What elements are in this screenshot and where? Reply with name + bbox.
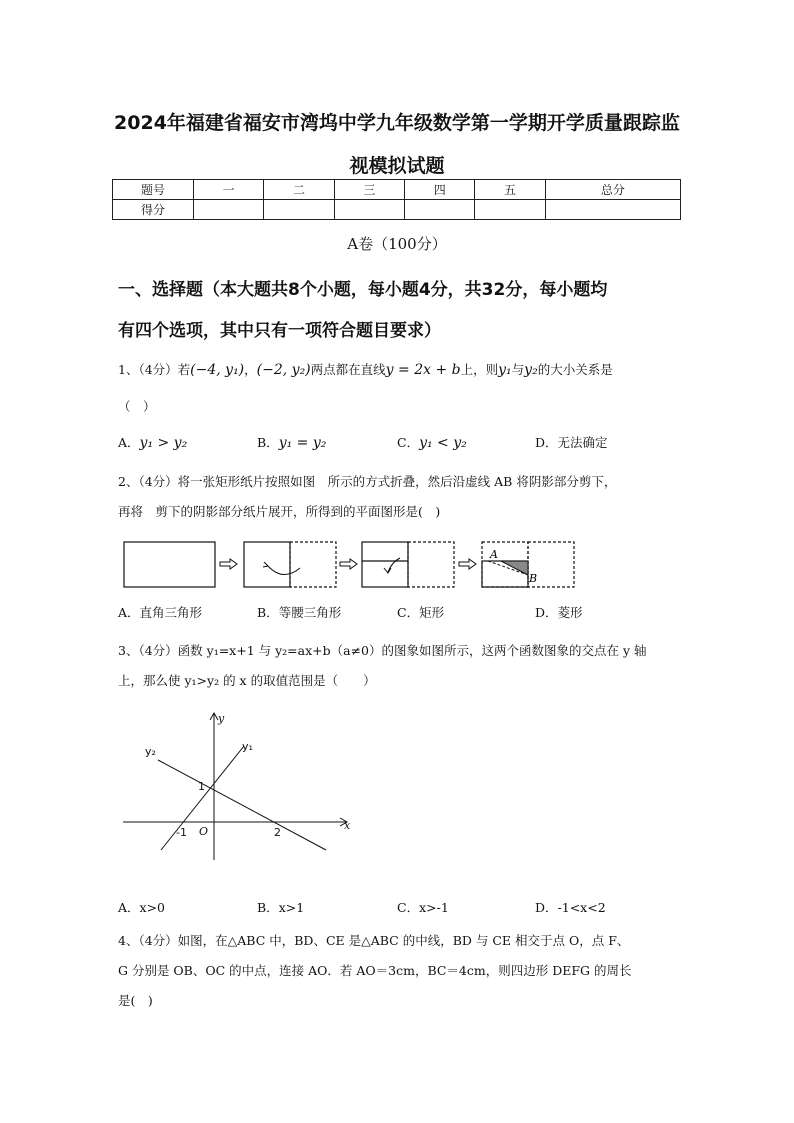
question-1 <box>118 360 613 378</box>
shaded-triangle <box>501 561 528 575</box>
fold-step1-right <box>290 542 336 587</box>
score-table-score-row <box>113 200 681 220</box>
option-label: A． <box>118 435 140 450</box>
option-text: 直角三角形 <box>139 605 203 620</box>
point-a-label: A <box>490 548 498 561</box>
option-text: x>1 <box>278 900 305 915</box>
section-heading-line1: 一、选择题（本大题共8个小题，每小题4分，共32分，每小题均 <box>118 280 608 300</box>
q3-function-graph <box>118 708 368 868</box>
q1-and: 与 <box>511 362 525 377</box>
paper-rectangle <box>124 542 215 587</box>
q1-suffix: 上，则 <box>460 362 499 377</box>
option-label: D． <box>535 605 558 620</box>
q1-prefix: 1、（4分）若 <box>118 362 191 377</box>
q1-y2: y₂ <box>524 362 538 378</box>
q2-line1: 2、（4分）将一张矩形纸片按照如图 所示的方式折叠，然后沿虚线 AB 将阴影部分剪下， <box>118 474 617 489</box>
q2-option-c[interactable] <box>397 603 444 621</box>
score-cell[interactable] <box>405 200 475 220</box>
score-table-header-cell: 一 <box>194 180 264 200</box>
option-label: B． <box>257 435 279 450</box>
q1-option-a[interactable] <box>118 433 187 451</box>
q1-end: 的大小关系是 <box>537 362 613 377</box>
tick-label-2: 2 <box>274 826 281 839</box>
fold-step2-left <box>362 542 408 587</box>
q1-y1: y₁ <box>498 362 512 378</box>
score-table-header-cell: 四 <box>405 180 475 200</box>
tick-label-1: 1 <box>198 780 205 793</box>
y1-line-label: y₁ <box>242 740 253 753</box>
option-text: 菱形 <box>557 605 583 620</box>
q1-mid: 两点都在直线 <box>310 362 386 377</box>
option-label: C． <box>397 605 420 620</box>
q3-option-d[interactable] <box>535 898 606 916</box>
score-table-header-cell: 题号 <box>113 180 194 200</box>
q3-option-a[interactable] <box>118 898 165 916</box>
q1-sep: ， <box>244 362 257 377</box>
q2-option-d[interactable] <box>535 603 583 621</box>
option-label: D． <box>535 435 558 450</box>
score-table-header-cell: 三 <box>334 180 404 200</box>
score-table <box>112 179 681 220</box>
q4-line2: G 分别是 OB、OC 的中点，连接 AO．若 AO＝3cm，BC＝4cm，则四边形 DEFG 的周长 <box>118 963 632 978</box>
q1-answer-bracket: （ ） <box>118 399 156 414</box>
q3-option-b[interactable] <box>257 898 304 916</box>
option-text: x>-1 <box>419 900 449 915</box>
option-label: A． <box>118 605 140 620</box>
q1-option-c[interactable] <box>397 433 467 451</box>
score-table-header-cell: 总分 <box>545 180 680 200</box>
fold-step2-right <box>408 542 454 587</box>
right-arrow-icon <box>220 559 237 569</box>
option-label: B． <box>257 605 279 620</box>
option-text: 矩形 <box>419 605 445 620</box>
score-cell[interactable] <box>264 200 334 220</box>
x-axis-label: x <box>344 819 351 832</box>
q4-line1: 4、（4分）如图，在△ABC 中，BD、CE 是△ABC 的中线，BD 与 CE 相交于点 O，点 F、 <box>118 933 630 948</box>
point-b-label: B <box>529 572 538 585</box>
step-arrows <box>220 559 476 569</box>
q2-line2: 再将 剪下的阴影部分纸片展开，所得到的平面图形是( ) <box>118 504 441 519</box>
q4-line3: 是( ) <box>118 993 153 1008</box>
y2-line-label: y₂ <box>145 745 156 758</box>
option-text: 无法确定 <box>557 435 608 450</box>
right-arrow-icon <box>340 559 357 569</box>
q1-point1: (−4, y₁) <box>190 362 245 378</box>
q3-line2: 上，那么使 y₁>y₂ 的 x 的取值范围是（ ） <box>118 673 376 688</box>
option-text: x>0 <box>139 900 166 915</box>
option-text: y₁ > y₂ <box>139 435 188 451</box>
right-arrow-icon <box>459 559 476 569</box>
q2-option-b[interactable] <box>257 603 341 621</box>
option-label: B． <box>257 900 279 915</box>
q2-option-a[interactable] <box>118 603 202 621</box>
q1-line-equation: y = 2x + b <box>385 362 461 378</box>
q2-folding-figure <box>118 538 578 592</box>
q3-line1: 3、（4分）函数 y₁=x+1 与 y₂=ax+b（a≠0）的图象如图所示，这两个函数图象的交点在 y 轴 <box>118 643 647 658</box>
score-row-label: 得分 <box>113 200 194 220</box>
option-label: C． <box>397 435 420 450</box>
option-text: 等腰三角形 <box>278 605 342 620</box>
arrowhead-icon <box>263 562 268 567</box>
option-label: D． <box>535 900 558 915</box>
q1-point2: (−2, y₂) <box>256 362 311 378</box>
origin-label: O <box>199 825 209 838</box>
y-axis-label: y <box>218 712 225 725</box>
score-cell[interactable] <box>545 200 680 220</box>
score-table-header-row <box>113 180 681 200</box>
section-heading-line2: 有四个选项，其中只有一项符合题目要求） <box>118 321 441 341</box>
volume-heading: A卷（100分） <box>347 235 447 253</box>
option-text: -1<x<2 <box>557 900 606 915</box>
tick-label-minus1: -1 <box>176 826 187 839</box>
q3-option-c[interactable] <box>397 898 449 916</box>
q1-option-d[interactable] <box>535 433 608 451</box>
score-cell[interactable] <box>194 200 264 220</box>
option-text: y₁ = y₂ <box>278 435 327 451</box>
score-cell[interactable] <box>334 200 404 220</box>
option-label: C． <box>397 900 420 915</box>
exam-title-line1: 2024年福建省福安市湾坞中学九年级数学第一学期开学质量跟踪监 <box>114 112 680 134</box>
option-text: y₁ < y₂ <box>419 435 467 451</box>
score-table-header-cell: 五 <box>475 180 545 200</box>
fold-curve-arrow-icon <box>268 566 300 575</box>
score-table-header-cell: 二 <box>264 180 334 200</box>
exam-title-line2: 视模拟试题 <box>349 155 445 177</box>
score-cell[interactable] <box>475 200 545 220</box>
option-label: A． <box>118 900 140 915</box>
q1-option-b[interactable] <box>257 433 326 451</box>
